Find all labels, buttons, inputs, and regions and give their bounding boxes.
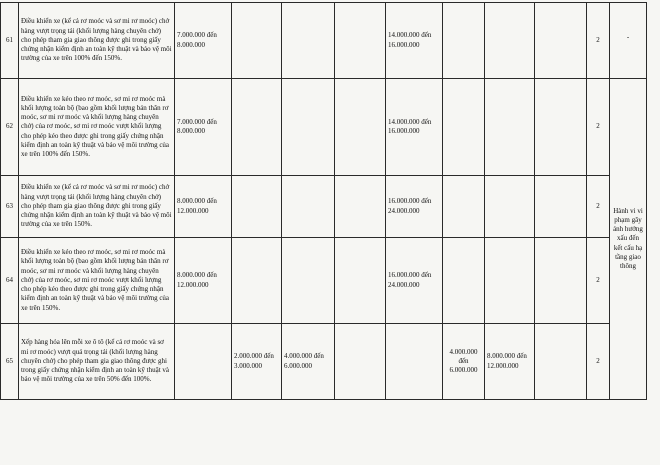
table-row	[1, 238, 647, 324]
table-row	[1, 176, 647, 238]
empty-cell	[232, 238, 282, 324]
empty-cell	[443, 238, 485, 324]
empty-cell	[535, 79, 587, 176]
empty-cell	[485, 238, 535, 324]
table-row	[1, 324, 647, 400]
empty-cell	[443, 79, 485, 176]
empty-cell	[535, 238, 587, 324]
violation-description: Điều khiển xe (kể cả rơ moóc và sơ mi rơ moóc) chở hàng vượt trọng tải (khối lượng hàng chuyên chở) cho phép tham gia giao thông được ghi trong giấy chứng nhận kiểm định an toàn kỹ thuật và bảo vệ môi trường của xe trên 100% đến 150%.	[19, 3, 175, 79]
empty-cell	[282, 79, 335, 176]
fine-amount: 7.000.000 đến 8.000.000	[175, 79, 232, 176]
table-row	[1, 79, 647, 176]
fine-amount-org-2: 4.000.000 đến 6.000.000	[282, 324, 335, 400]
empty-cell	[485, 3, 535, 79]
empty-cell	[335, 238, 386, 324]
penalty-points: 2	[587, 324, 610, 400]
empty-cell	[282, 238, 335, 324]
fine-amount-increased: 16.000.000 đến 24.000.000	[386, 238, 443, 324]
empty-cell	[485, 79, 535, 176]
top-dash: -	[610, 3, 647, 79]
empty-cell	[282, 3, 335, 79]
penalty-points: 2	[587, 79, 610, 176]
fine-amount-org-1: 2.000.000 đến 3.000.000	[232, 324, 282, 400]
empty-cell	[335, 176, 386, 238]
row-number: 65	[1, 324, 19, 400]
row-number: 62	[1, 79, 19, 176]
fine-amount-increased: 14.000.000 đến 16.000.000	[386, 3, 443, 79]
violation-note: Hành vi vi phạm gây ảnh hưởng xấu đến kết cấu hạ tầng giao thông	[610, 79, 647, 400]
empty-cell	[535, 324, 587, 400]
empty-cell	[232, 176, 282, 238]
empty-cell	[335, 79, 386, 176]
row-number: 64	[1, 238, 19, 324]
violation-description: Điều khiển xe (kể cả rơ moóc và sơ mi rơ moóc) chở hàng vượt trọng tải (khối lượng hàng chuyên chở) cho phép tham gia giao thông được ghi trong giấy chứng nhận kiểm định an toàn kỹ thuật và bảo vệ môi trường của xe trên 150%.	[19, 176, 175, 238]
empty-cell	[232, 79, 282, 176]
fine-amount: 7.000.000 đến 8.000.000	[175, 3, 232, 79]
penalty-points: 2	[587, 3, 610, 79]
fine-amount-increased: 14.000.000 đến 16.000.000	[386, 79, 443, 176]
row-number: 61	[1, 3, 19, 79]
empty-cell	[386, 324, 443, 400]
fines-table	[0, 2, 647, 400]
penalty-points: 2	[587, 176, 610, 238]
empty-cell	[335, 3, 386, 79]
empty-cell	[282, 176, 335, 238]
fine-amount-increased: 16.000.000 đến 24.000.000	[386, 176, 443, 238]
row-number: 63	[1, 176, 19, 238]
violation-description: Xếp hàng hóa lên mỗi xe ô tô (kể cả rơ moóc và sơ mi rơ moóc) vượt quá trọng tải (khối lượng hàng chuyên chở) cho phép tham gia giao thông được ghi trong giấy chứng nhận kiểm định an toàn kỹ thuật và bảo vệ môi trường của xe trên 50% đến 100%.	[19, 324, 175, 400]
empty-cell	[443, 176, 485, 238]
empty-cell	[485, 176, 535, 238]
empty-cell	[175, 324, 232, 400]
fine-amount-org-4: 8.000.000 đến 12.000.000	[485, 324, 535, 400]
empty-cell	[232, 3, 282, 79]
empty-cell	[535, 176, 587, 238]
empty-cell	[535, 3, 587, 79]
violation-description: Điều khiển xe kéo theo rơ moóc, sơ mi rơ moóc mà khối lượng toàn bộ (bao gồm khối lượng bản thân rơ moóc, sơ mi rơ moóc và khối lượng hàng chuyên chở) của rơ moóc, sơ mi rơ moóc vượt khối lượng cho phép kéo theo được ghi trong giấy chứng nhận kiểm định an toàn kỹ thuật và bảo vệ môi trường của xe trên 150%.	[19, 238, 175, 324]
violation-description: Điều khiển xe kéo theo rơ moóc, sơ mi rơ moóc mà khối lượng toàn bộ (bao gồm khối lượng bản thân rơ moóc, sơ mi rơ moóc và khối lượng hàng chuyên chở) của rơ moóc, sơ mi rơ moóc vượt khối lượng cho phép kéo theo được ghi trong giấy chứng nhận kiểm định an toàn kỹ thuật và bảo vệ môi trường của xe trên 100% đến 150%.	[19, 79, 175, 176]
fine-amount-org-3: 4.000.000 đến 6.000.000	[443, 324, 485, 400]
empty-cell	[443, 3, 485, 79]
fine-amount: 8.000.000 đến 12.000.000	[175, 238, 232, 324]
fine-amount: 8.000.000 đến 12.000.000	[175, 176, 232, 238]
empty-cell	[335, 324, 386, 400]
penalty-points: 2	[587, 238, 610, 324]
table-row	[1, 3, 647, 79]
